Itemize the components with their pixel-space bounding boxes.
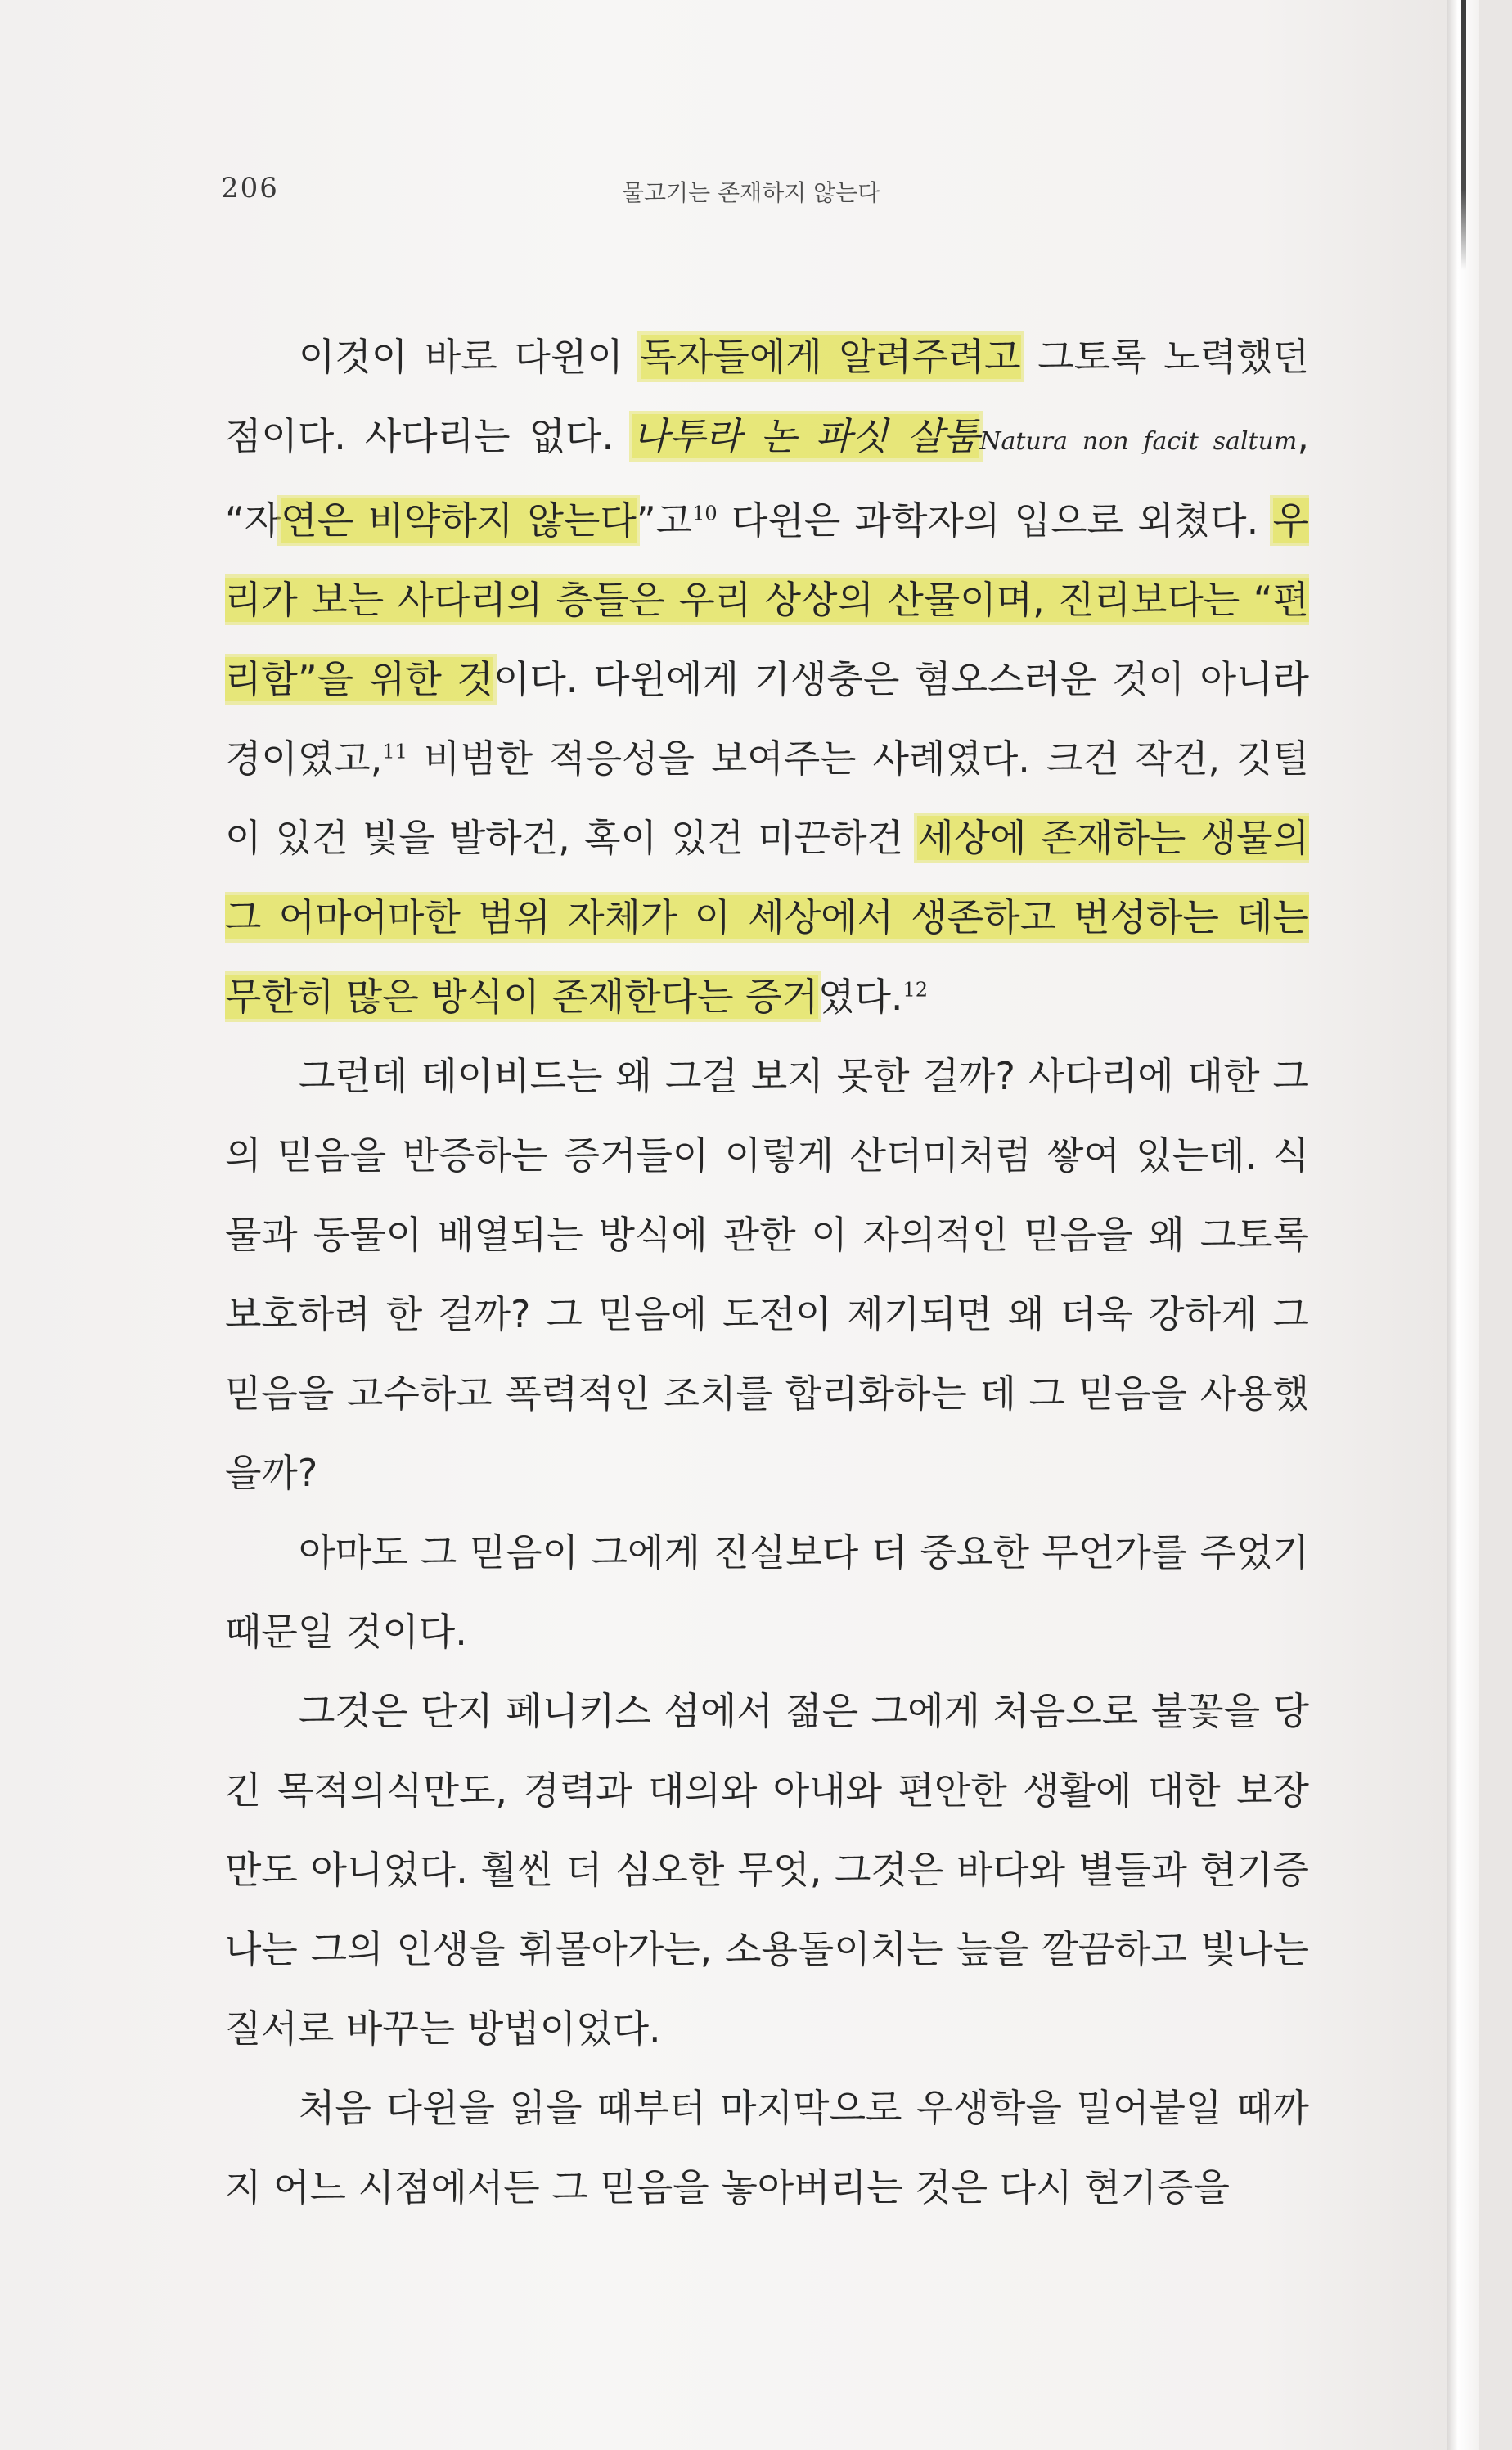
highlight-4: 우리가 보는 사다리의 층들은 우리 상상의 산물이며, 진리보다는 “편리함”을 위한 것 xyxy=(225,498,1309,701)
p1-text-4: ”고 xyxy=(636,498,693,543)
footnote-ref-10: 10 xyxy=(692,502,718,525)
highlight-2: 나투라 논 파싯 살툼 xyxy=(632,414,980,458)
p1-text-1: 이것이 바로 다윈이 xyxy=(299,335,641,379)
highlight-3: 연은 비약하지 않는다 xyxy=(281,498,637,543)
p1-text-3: , “자 xyxy=(225,414,1309,543)
p1-text-5: 다윈은 과학자의 입으로 외쳤다. xyxy=(717,498,1273,543)
footnote-ref-11: 11 xyxy=(382,740,407,763)
paragraph-5: 처음 다윈을 읽을 때부터 마지막으로 우생학을 밀어붙일 때까지 어느 시점에서든 그 믿음을 놓아버리는 것은 다시 현기증을 xyxy=(225,2086,1309,2209)
paragraph-2: 그런데 데이비드는 왜 그걸 보지 못한 걸까? 사다리에 대한 그의 믿음을 반증하는 증거들이 이렇게 산더미처럼 쌓여 있는데. 식물과 동물이 배열되는 방식에 관한 이 자의적인 믿음을 왜 그토록 보호하려 한 걸까? 그 믿음에 도전이 제기되면 왜 더욱 강하게 그 믿음을 고수하고 폭력적인 조치를 합리화하는 데 그 믿음을 사용했을까? xyxy=(225,1054,1309,1495)
highlight-1: 독자들에게 알려주려고 xyxy=(640,335,1021,379)
p1-text-6: 이다. 다윈에게 기생충은 혐오스러운 것이 아니라 경이였고, xyxy=(225,657,1309,781)
paragraph-1 xyxy=(225,318,1309,1037)
book-spine-shadow xyxy=(1461,0,1466,270)
p1-text-8: 였다. xyxy=(818,975,903,1019)
footnote-ref-12: 12 xyxy=(902,978,929,1002)
p1-text-2: 그토록 노력했던 점이다. 사다리는 없다. xyxy=(225,335,1310,458)
paragraph-3: 아마도 그 믿음이 그에게 진실보다 더 중요한 무언가를 주었기 때문일 것이다. xyxy=(225,1530,1309,1654)
page-number: 206 xyxy=(221,172,279,205)
highlight-5: 세상에 존재하는 생물의 그 어마어마한 범위 자체가 이 세상에서 생존하고 번성하는 데는 무한히 많은 방식이 존재한다는 증거 xyxy=(225,816,1310,1019)
paragraph-4: 그것은 단지 페니키스 섬에서 젊은 그에게 처음으로 불꽃을 당긴 목적의식만도, 경력과 대의와 아내와 편안한 생활에 대한 보장만도 아니었다. 훨씬 더 심오한 무엇, 그것은 바다와 별들과 현기증 나는 그의 인생을 휘몰아가는, 소용돌이치는 늪을 깔끔하고 빛나는 질서로 바꾸는 방법이었다. xyxy=(225,1689,1309,2051)
p1-text-7: 비범한 적응성을 보여주는 사례였다. 크건 작건, 깃털이 있건 빛을 발하건, 혹이 있건 미끈하건 xyxy=(225,736,1309,860)
book-title: 물고기는 존재하지 않는다 xyxy=(622,179,880,206)
latin-phrase: Natura non facit saltum xyxy=(979,427,1298,456)
page-edge xyxy=(1447,0,1479,2450)
running-head xyxy=(221,172,1316,213)
body-text xyxy=(225,318,1309,2227)
